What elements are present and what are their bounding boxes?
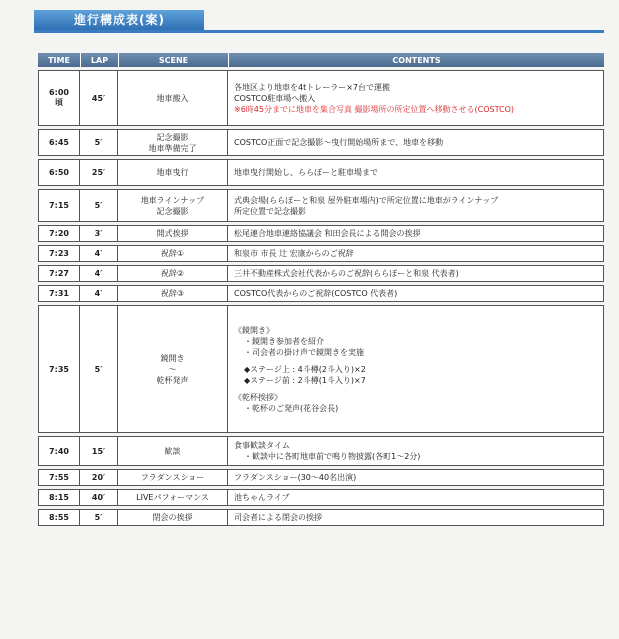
contents-line: 式典会場(ららぽーと和泉 屋外駐車場内)で所定位置に地車がラインナップ — [234, 195, 499, 205]
time-cell — [38, 469, 80, 486]
scene-text: 記念撮影 — [156, 132, 189, 142]
contents-line: ・歓談中に各町地車前で鳴り物披露(各町1〜2分) — [244, 452, 421, 461]
table-row — [38, 436, 604, 466]
lap-cell: 5′ — [80, 305, 118, 433]
scene-cell — [118, 489, 228, 506]
contents-line: 三井不動産株式会社代表からのご祝辞(ららぽーと和泉 代表者) — [234, 269, 459, 278]
scene-cell — [118, 265, 228, 282]
contents-line: ・乾杯のご発声(花谷会長) — [244, 403, 339, 413]
scene-text: 鏡開き — [160, 353, 185, 363]
scene-text: 〜 — [168, 364, 177, 374]
time-cell — [38, 305, 80, 433]
table-row — [38, 225, 604, 242]
table-header-row — [38, 53, 604, 67]
contents-cell — [228, 225, 604, 242]
lap-cell: 4′ — [80, 265, 118, 282]
scene-cell — [118, 70, 228, 126]
contents-line: 食事歓談タイム — [234, 441, 290, 450]
lap-cell: 40′ — [80, 489, 118, 506]
lap-cell: 5′ — [80, 189, 118, 222]
scene-text: 閉会の挨拶 — [152, 513, 193, 522]
scene-cell — [118, 245, 228, 262]
scene-cell — [118, 469, 228, 486]
scene-cell — [118, 509, 228, 526]
table-row — [38, 265, 604, 282]
scene-text: 記念撮影 — [156, 206, 189, 216]
contents-line: フラダンスショー(30〜40名出演) — [234, 473, 357, 482]
contents-cell — [228, 245, 604, 262]
contents-line: COSTCO正面で記念撮影〜曳行開始場所まで、地車を移動 — [234, 138, 444, 147]
scene-text: 地車準備完了 — [148, 143, 197, 153]
contents-line: 地車曳行開始し、ららぽーと駐車場まで — [234, 168, 378, 177]
contents-line: ◆ステージ上 : 4斗樽(2斗入り)×2 — [244, 364, 366, 374]
contents-cell — [228, 129, 604, 156]
time-text: 7:23 — [49, 249, 69, 258]
lap-cell: 3′ — [80, 225, 118, 242]
table-row — [38, 285, 604, 302]
lap-cell: 5′ — [80, 129, 118, 156]
contents-line: 池ちゃんライブ — [234, 493, 290, 502]
time-text: 7:40 — [49, 446, 69, 456]
time-text: 8:15 — [49, 493, 69, 502]
contents-cell — [228, 189, 604, 222]
lap-cell: 5′ — [80, 509, 118, 526]
page-title: 進行構成表(案) — [34, 10, 204, 30]
header-contents: CONTENTS — [228, 53, 604, 67]
contents-line: 《乾杯挨拶》 — [234, 392, 282, 402]
contents-line: COSTCO駐車場へ搬入 — [234, 93, 316, 103]
scene-cell — [118, 285, 228, 302]
time-text: 7:31 — [49, 289, 69, 298]
time-cell — [38, 225, 80, 242]
table-row — [38, 489, 604, 506]
scene-text: 祝辞① — [160, 249, 185, 258]
time-cell — [38, 159, 80, 186]
contents-line: ・鏡開き参加者を紹介 — [244, 336, 324, 346]
lap-cell: 45′ — [80, 70, 118, 126]
time-text: 7:15 — [49, 201, 69, 210]
scene-cell — [118, 189, 228, 222]
time-cell — [38, 129, 80, 156]
contents-note-red: ※6時45分までに地車を集合写真 撮影場所の所定位置へ移動させる(COSTCO) — [234, 104, 515, 114]
schedule-table — [38, 50, 604, 529]
time-cell — [38, 70, 80, 126]
time-text: 7:35 — [49, 364, 69, 374]
table-row — [38, 469, 604, 486]
time-text: 6:50 — [49, 168, 69, 177]
time-cell — [38, 489, 80, 506]
lap-cell: 25′ — [80, 159, 118, 186]
contents-line: COSTCO代表からのご祝辞(COSTCO 代表者) — [234, 289, 398, 298]
table-row — [38, 159, 604, 186]
title-underline — [34, 30, 604, 33]
contents-cell — [228, 305, 604, 433]
table-row — [38, 245, 604, 262]
time-text: 頃 — [55, 98, 63, 107]
lap-cell: 15′ — [80, 436, 118, 466]
contents-line: ・司会者の掛け声で鏡開きを実施 — [244, 347, 364, 357]
table-row — [38, 509, 604, 526]
header-time: TIME — [38, 53, 80, 67]
scene-cell — [118, 436, 228, 466]
contents-cell — [228, 489, 604, 506]
contents-line: ◆ステージ前 : 2斗樽(1斗入り)×7 — [244, 375, 366, 385]
scene-text: 祝辞③ — [160, 289, 185, 298]
contents-cell — [228, 265, 604, 282]
time-cell — [38, 509, 80, 526]
lap-cell: 20′ — [80, 469, 118, 486]
time-text: 7:20 — [49, 229, 69, 238]
table-row — [38, 305, 604, 433]
table-row — [38, 129, 604, 156]
scene-cell — [118, 225, 228, 242]
time-text: 7:27 — [49, 269, 69, 278]
lap-cell: 4′ — [80, 285, 118, 302]
contents-line: 松尾連合地車連絡協議会 和田会長による開会の挨拶 — [234, 229, 421, 238]
time-cell — [38, 189, 80, 222]
header-scene: SCENE — [118, 53, 228, 67]
table-body — [38, 70, 604, 526]
scene-text: LIVEパフォーマンス — [136, 493, 209, 502]
header-lap: LAP — [80, 53, 118, 67]
contents-line: 和泉市 市長 辻 宏康からのご祝辞 — [234, 249, 354, 258]
scene-text: 乾杯発声 — [156, 375, 189, 385]
contents-cell — [228, 159, 604, 186]
scene-text: 地車搬入 — [156, 93, 189, 103]
scene-text: 祝辞② — [160, 269, 185, 278]
time-cell — [38, 245, 80, 262]
time-cell — [38, 436, 80, 466]
scene-text: 地車曳行 — [156, 168, 189, 177]
contents-cell — [228, 70, 604, 126]
contents-line: 各地区より地車を4tトレーラー×7台で運搬 — [234, 82, 391, 92]
scene-text: 地車ラインナップ — [140, 195, 205, 205]
contents-cell — [228, 509, 604, 526]
table-row — [38, 189, 604, 222]
time-text: 6:45 — [49, 138, 69, 147]
contents-line: 所定位置で記念撮影 — [234, 206, 306, 216]
scene-text: フラダンスショー — [140, 473, 205, 482]
contents-cell — [228, 469, 604, 486]
lap-cell: 4′ — [80, 245, 118, 262]
scene-cell — [118, 305, 228, 433]
time-cell — [38, 265, 80, 282]
table-row — [38, 70, 604, 126]
scene-text: 歓談 — [164, 446, 181, 456]
contents-cell — [228, 436, 604, 466]
contents-line: 司会者による閉会の挨拶 — [234, 513, 322, 522]
contents-cell — [228, 285, 604, 302]
time-cell — [38, 285, 80, 302]
time-text: 8:55 — [49, 513, 69, 522]
time-text: 6:00 — [49, 88, 69, 97]
contents-line: 《鏡開き》 — [234, 325, 274, 335]
time-text: 7:55 — [49, 473, 69, 482]
scene-text: 開式挨拶 — [156, 229, 189, 238]
scene-cell — [118, 129, 228, 156]
scene-cell — [118, 159, 228, 186]
